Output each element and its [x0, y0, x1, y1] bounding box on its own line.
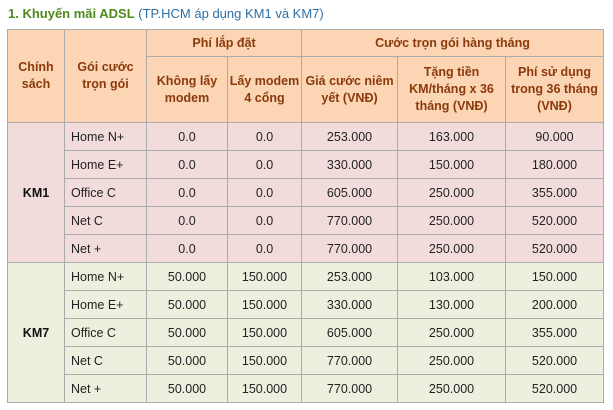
- table-body: [8, 123, 604, 403]
- list-price-cell: 770.000: [302, 375, 398, 403]
- package-cell: Home E+: [65, 151, 147, 179]
- promo-table: [7, 29, 604, 403]
- bonus-cell: 250.000: [398, 347, 506, 375]
- no-modem-cell: 50.000: [147, 375, 228, 403]
- no-modem-cell: 0.0: [147, 179, 228, 207]
- package-cell: Net C: [65, 207, 147, 235]
- list-price-cell: 330.000: [302, 291, 398, 319]
- bonus-cell: 150.000: [398, 151, 506, 179]
- usage-fee-cell: 520.000: [506, 375, 604, 403]
- package-cell: Net C: [65, 347, 147, 375]
- bonus-cell: 250.000: [398, 375, 506, 403]
- usage-fee-cell: 520.000: [506, 207, 604, 235]
- list-price-cell: 253.000: [302, 123, 398, 151]
- header-monthly-group: Cước trọn gói hàng tháng: [302, 30, 604, 57]
- usage-fee-cell: 520.000: [506, 347, 604, 375]
- list-price-cell: 605.000: [302, 179, 398, 207]
- header-install-group: Phí lắp đặt: [147, 30, 302, 57]
- usage-fee-cell: 180.000: [506, 151, 604, 179]
- package-cell: Home N+: [65, 263, 147, 291]
- header-usage-fee: Phí sử dụng trong 36 tháng (VNĐ): [506, 57, 604, 123]
- no-modem-cell: 0.0: [147, 207, 228, 235]
- modem-4port-cell: 150.000: [228, 263, 302, 291]
- policy-cell: KM1: [8, 123, 65, 263]
- table-row: [8, 263, 604, 291]
- usage-fee-cell: 150.000: [506, 263, 604, 291]
- list-price-cell: 330.000: [302, 151, 398, 179]
- list-price-cell: 605.000: [302, 319, 398, 347]
- table-row: [8, 235, 604, 263]
- modem-4port-cell: 0.0: [228, 179, 302, 207]
- modem-4port-cell: 150.000: [228, 375, 302, 403]
- list-price-cell: 253.000: [302, 263, 398, 291]
- bonus-cell: 163.000: [398, 123, 506, 151]
- table-row: [8, 151, 604, 179]
- list-price-cell: 770.000: [302, 347, 398, 375]
- bonus-cell: 250.000: [398, 179, 506, 207]
- section-title: [8, 6, 324, 24]
- modem-4port-cell: 0.0: [228, 235, 302, 263]
- modem-4port-cell: 150.000: [228, 319, 302, 347]
- table-row: [8, 179, 604, 207]
- list-price-cell: 770.000: [302, 207, 398, 235]
- bonus-cell: 103.000: [398, 263, 506, 291]
- table-row: [8, 347, 604, 375]
- bonus-cell: 250.000: [398, 319, 506, 347]
- package-cell: Home E+: [65, 291, 147, 319]
- policy-cell: KM7: [8, 263, 65, 403]
- table-row: [8, 123, 604, 151]
- package-cell: Home N+: [65, 123, 147, 151]
- bonus-cell: 250.000: [398, 235, 506, 263]
- no-modem-cell: 50.000: [147, 291, 228, 319]
- header-bonus: Tặng tiền KM/tháng x 36 tháng (VNĐ): [398, 57, 506, 123]
- header-no-modem: Không lấy modem: [147, 57, 228, 123]
- table-row: [8, 291, 604, 319]
- package-cell: Net +: [65, 375, 147, 403]
- no-modem-cell: 0.0: [147, 235, 228, 263]
- title-bold: 1. Khuyến mãi ADSL: [8, 6, 135, 21]
- usage-fee-cell: 520.000: [506, 235, 604, 263]
- package-cell: Net +: [65, 235, 147, 263]
- bonus-cell: 130.000: [398, 291, 506, 319]
- no-modem-cell: 50.000: [147, 319, 228, 347]
- modem-4port-cell: 0.0: [228, 123, 302, 151]
- modem-4port-cell: 150.000: [228, 347, 302, 375]
- usage-fee-cell: 355.000: [506, 179, 604, 207]
- header-modem-4port: Lấy modem 4 cổng: [228, 57, 302, 123]
- header-row-top: [8, 30, 604, 57]
- bonus-cell: 250.000: [398, 207, 506, 235]
- package-cell: Office C: [65, 319, 147, 347]
- table-row: [8, 207, 604, 235]
- header-policy: Chính sách: [8, 30, 65, 123]
- no-modem-cell: 0.0: [147, 123, 228, 151]
- package-cell: Office C: [65, 179, 147, 207]
- usage-fee-cell: 90.000: [506, 123, 604, 151]
- modem-4port-cell: 0.0: [228, 207, 302, 235]
- no-modem-cell: 0.0: [147, 151, 228, 179]
- usage-fee-cell: 200.000: [506, 291, 604, 319]
- no-modem-cell: 50.000: [147, 347, 228, 375]
- list-price-cell: 770.000: [302, 235, 398, 263]
- header-list-price: Giá cước niêm yết (VNĐ): [302, 57, 398, 123]
- table-row: [8, 375, 604, 403]
- table-row: [8, 319, 604, 347]
- no-modem-cell: 50.000: [147, 263, 228, 291]
- modem-4port-cell: 0.0: [228, 151, 302, 179]
- title-note: (TP.HCM áp dụng KM1 và KM7): [138, 6, 324, 21]
- modem-4port-cell: 150.000: [228, 291, 302, 319]
- header-package: Gói cước trọn gói: [65, 30, 147, 123]
- usage-fee-cell: 355.000: [506, 319, 604, 347]
